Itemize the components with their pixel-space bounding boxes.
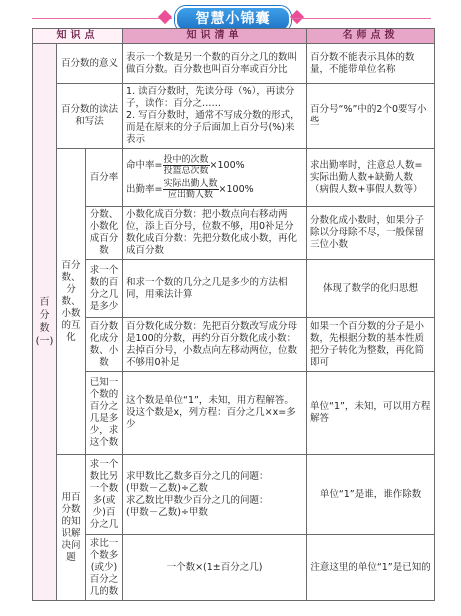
table-row [33, 207, 435, 260]
header-tips: 名师点拨 [307, 29, 435, 44]
table-row [33, 535, 435, 601]
table-row [33, 260, 435, 318]
row-tip: 单位“1”，未知，可以用方程解答 [307, 372, 435, 455]
row-tip: 体现了数学的化归思想 [307, 260, 435, 318]
knowledge-table [32, 28, 435, 601]
row-tip: 百分数不能表示具体的数量，不能带单位名称 [307, 44, 435, 84]
application-label: 用百分数的知识解决问题 [57, 455, 86, 601]
row-label: 百分数的意义 [57, 44, 123, 84]
attendance-rate-formula: 出勤率= $\frac{\text{实际出勤人数}}{\text{应出勤人数}}$ ×100% [126, 179, 254, 200]
row-content: 和求一个数的几分之几是多少的方法相同，用乘法计算 [123, 260, 307, 318]
row-content: 这个数是单位“1”，未知，用方程解答。设这个数是x，列方程：百分之几×x=多少 [123, 372, 307, 455]
row-label: 百分数化成分数、小数 [86, 318, 123, 372]
row-content: 百分数化成分数：先把百分数改写成分母是100的分数，再约分百分数化成小数：去掉百分号，小数点向左移动两位，位数不够用0补足 [123, 318, 307, 372]
table-row [33, 84, 435, 149]
reading-rule: 1. 读百分数时，先读分母（%），再读分子，读作：百分之…… [126, 86, 295, 109]
diamond-icon [158, 10, 172, 24]
banner-line-left [32, 18, 172, 19]
table-row [33, 318, 435, 372]
banner-line-right [291, 18, 431, 19]
row-content: 一个数×(1±百分之几) [123, 535, 307, 601]
row-content: 表示一个数是另一个数的百分之几的数叫做百分数。百分数也叫百分率或百分比 [123, 44, 307, 84]
row-label: 已知一个数的百分之几是多少，求这个数 [86, 372, 123, 455]
interchange-label: 百分数、分数、小数的互化 [57, 149, 86, 455]
less-formula: (甲数－乙数)÷甲数 [126, 506, 208, 518]
row-content [123, 84, 307, 149]
more-question: 求甲数比乙数多百分之几的问题： [126, 470, 269, 482]
row-content: 小数化成百分数：把小数点向右移动两位，添上百分号，位数不够，用0补足分数化成百分数：先把分数化成小数，再化成百分数 [123, 207, 307, 260]
row-tip: 求出勤率时，注意总人数=实际出勤人数+缺勤人数（病假人数+事假人数等） [307, 149, 435, 207]
rate-formulas [123, 149, 307, 207]
table-row [33, 44, 435, 84]
less-question: 求乙数比甲数少百分之几的问题： [126, 494, 269, 506]
row-tip: 百分号“%”中的2个0要写小些 [307, 84, 435, 149]
table-row [33, 372, 435, 455]
table-row [33, 455, 435, 535]
row-tip: 分数化成小数时，如果分子除以分母除不尽，一般保留三位小数 [307, 207, 435, 260]
banner-title: 智慧小锦囊 [175, 6, 291, 32]
header-category: 知识点 [33, 29, 123, 44]
header-content: 知识清单 [123, 29, 307, 44]
section-label: 百分数(一) [33, 44, 57, 601]
row-content [123, 455, 307, 535]
writing-rule: 2. 写百分数时，通常不写成分数的形式，而是在原来的分子后面加上百分号(%)来表示 [126, 110, 300, 145]
table-row [33, 149, 435, 207]
row-label: 求一个数的百分之几是多少 [86, 260, 123, 318]
row-tip: 单位“1”是谁，谁作除数 [307, 455, 435, 535]
hit-rate-formula: 命中率= $\frac{\text{投中的次数}}{\text{投篮总次数}}$ ×100% [126, 155, 245, 176]
row-label: 百分率 [86, 149, 123, 207]
row-tip: 注意这里的单位“1”是已知的 [307, 535, 435, 601]
row-label: 求一个数比另一个数多(或少)百分之几 [86, 455, 123, 535]
row-label: 百分数的读法和写法 [57, 84, 123, 149]
diamond-icon [290, 10, 304, 24]
row-tip: 如果一个百分数的分子是小数，先根据分数的基本性质把分子转化为整数，再化简即可 [307, 318, 435, 372]
more-formula: (甲数－乙数)÷乙数 [126, 482, 208, 494]
header-row [33, 29, 435, 44]
row-label: 分数、小数化成百分数 [86, 207, 123, 260]
row-label: 求比一个数多(或少)百分之几的数 [86, 535, 123, 601]
